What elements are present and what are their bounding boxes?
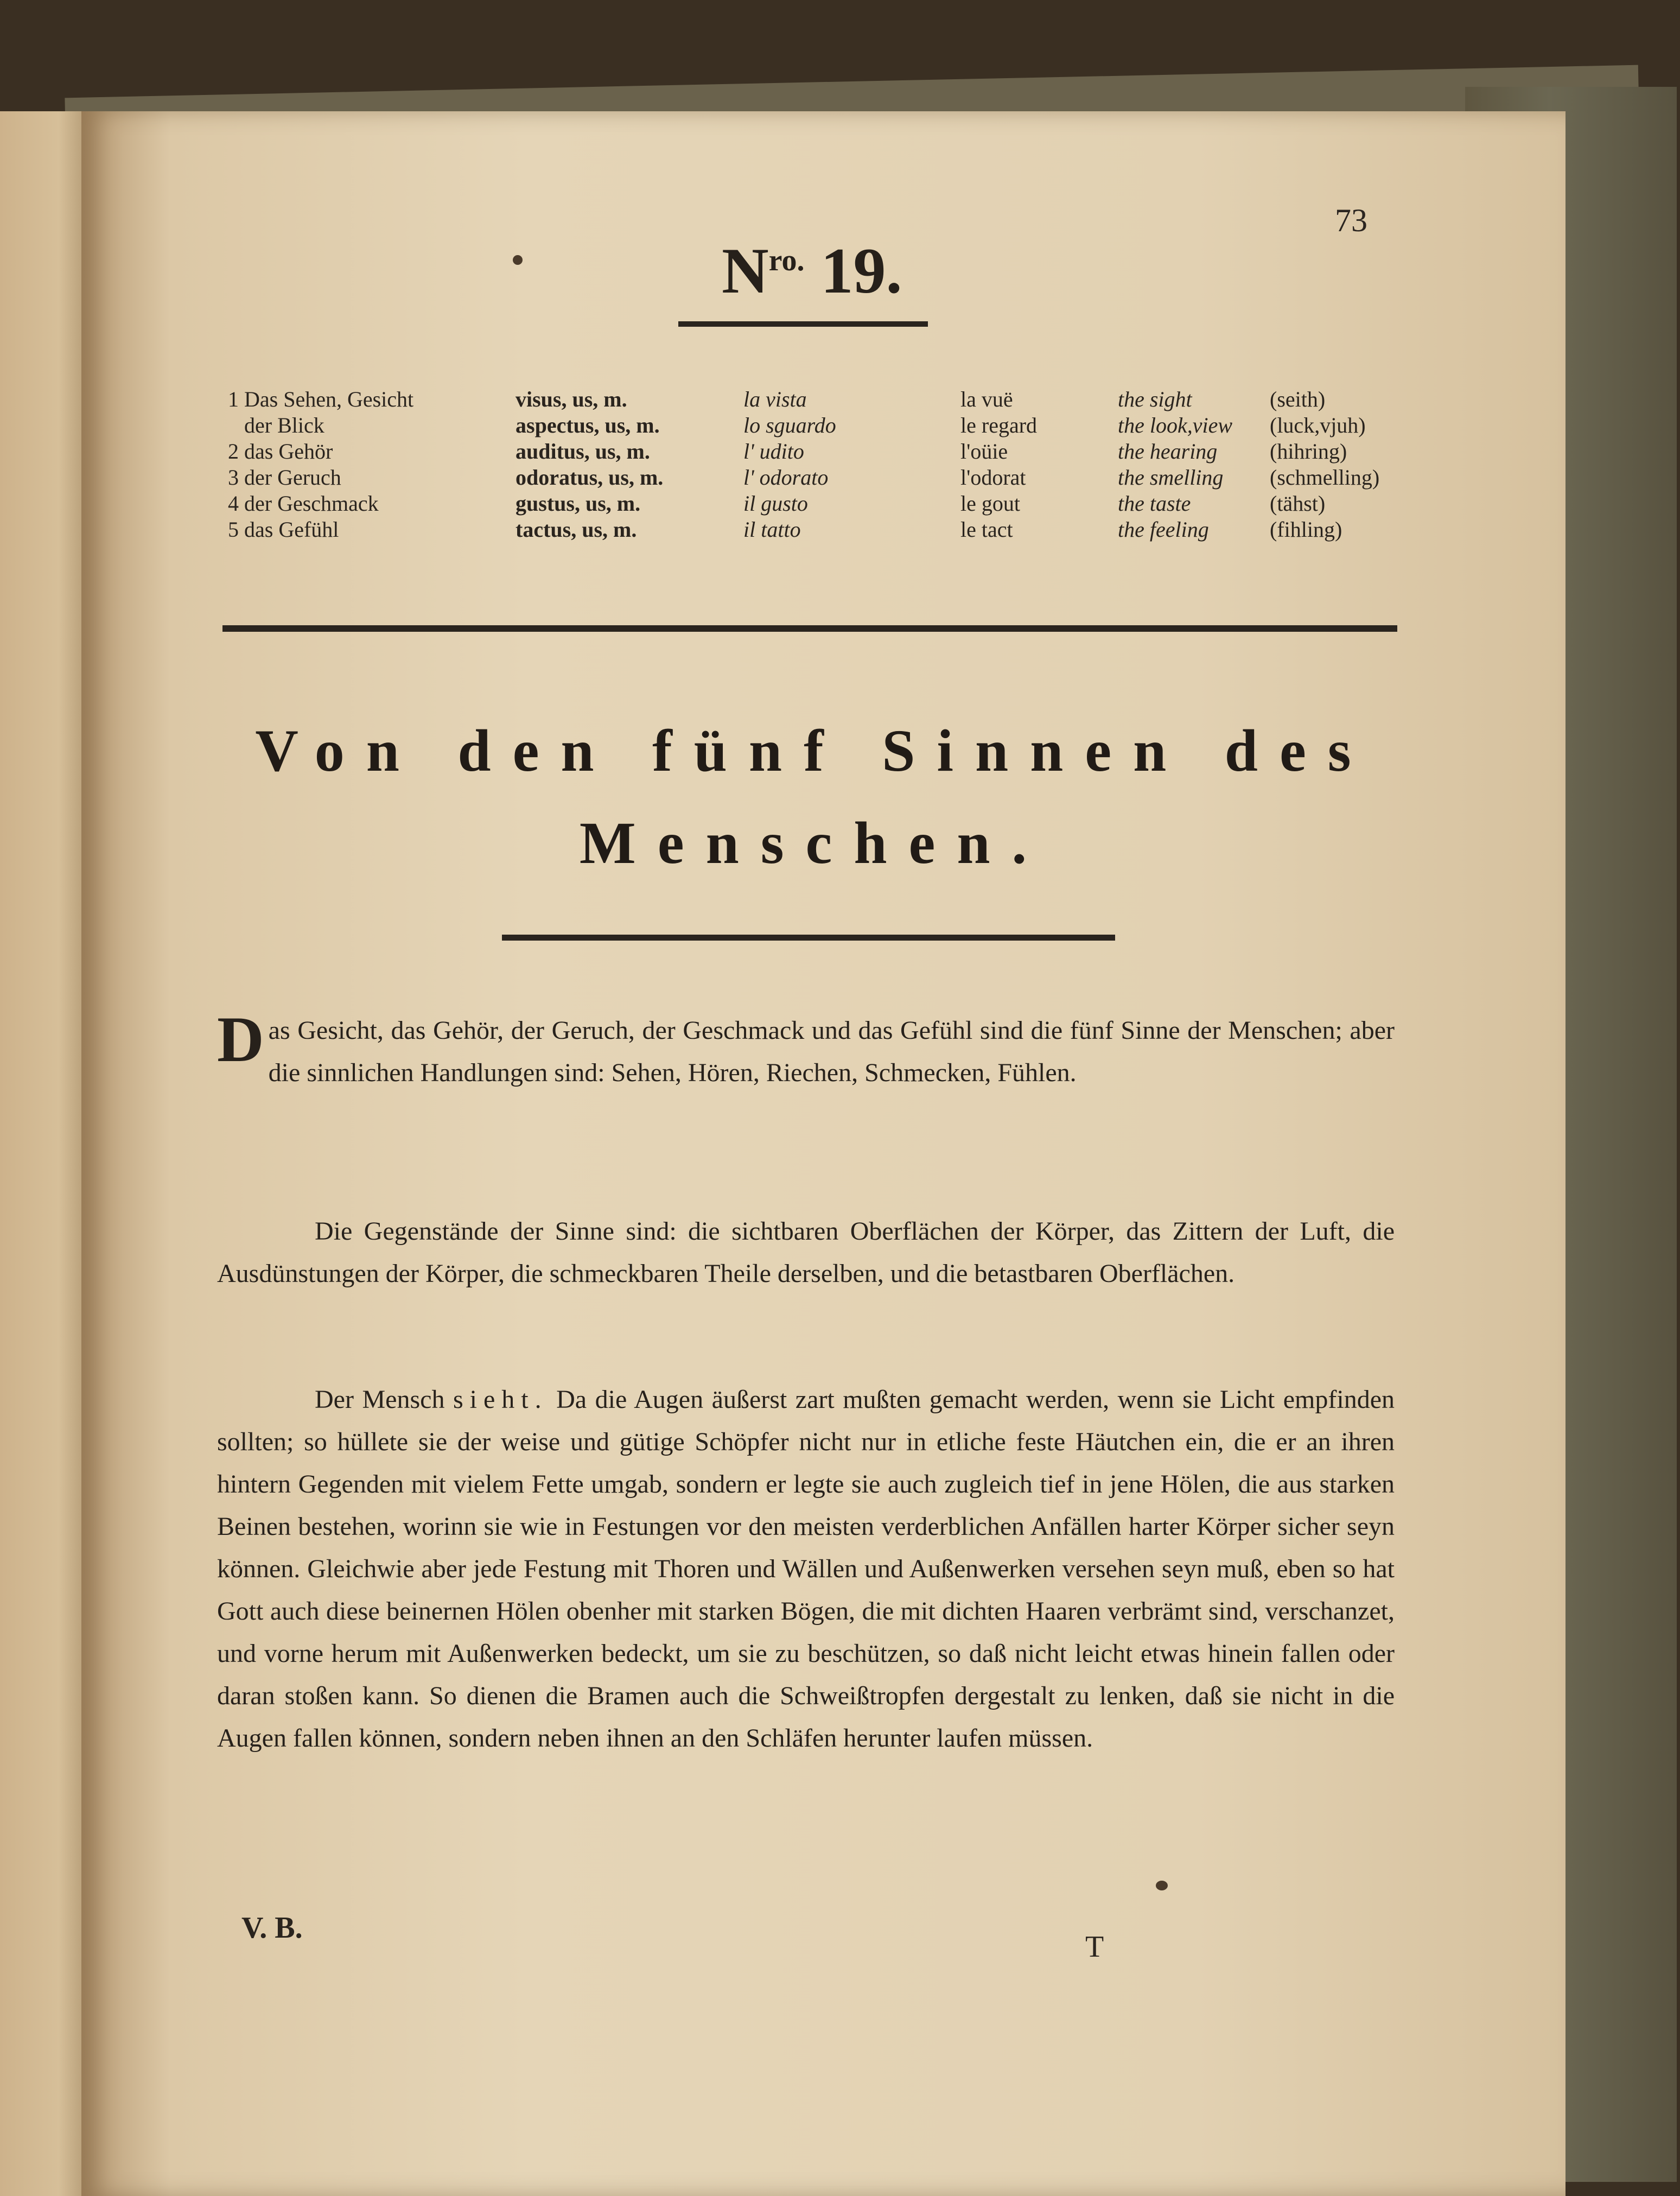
section-num: 19.	[804, 234, 902, 307]
vocab-row	[228, 517, 1422, 543]
paragraph-2	[217, 1210, 1395, 1295]
vocab-pronunciation: (hihring)	[1270, 439, 1347, 464]
paragraph-2-text: Die Gegenstände der Sinne sind: die sichtbaren Oberflächen der Körper, das Zittern der Luft, die Ausdünstungen der Körper, die schmeckbaren Theile derselben, und die betastbaren Oberflächen.	[217, 1217, 1395, 1288]
ink-spot	[1156, 1881, 1168, 1890]
vocab-latin: gustus, us, m.	[516, 491, 641, 516]
vocab-french: le tact	[960, 517, 1013, 542]
vocab-german: der Geschmack	[244, 491, 379, 516]
drop-initial: D	[217, 1003, 264, 1075]
paragraph-3-text: Da die Augen äußerst zart mußten gemacht werden, wenn sie Licht empfinden sollten; so hüllete sie der weise und gütige Schöpfer nicht nur in etliche feste Häutchen ein, die er an ihren hintern Gegenden mit vielem Fette umgab, sondern er legte sie auch zugleich tief in jene Hölen, die aus starken Beinen bestehen, worinn sie wie in Festungen vor den meisten verderblichen Anfällen harter Körper sicher seyn können. Gleichwie aber jede Festung mit Thoren und Wällen und Außenwerken versehen seyn muß, eben so hat Gott auch diese beinernen Hölen obenher mit starken Bögen, die mit dichten Haaren verbrämt sind, verschanzet, und vorne herum mit Außenwerken bedeckt, um sie zu beschützen, so daß nicht leicht etwas hinein fallen oder daran stoßen kann. So dienen die Bramen auch die Schweißtropfen dergestalt zu lenken, daß sie nicht in die Augen fallen können, sondern neben ihnen an den Schläfen herunter laufen müssen.	[217, 1385, 1395, 1753]
vocab-latin: tactus, us, m.	[516, 517, 637, 542]
vocab-german: der Geruch	[244, 465, 341, 490]
vocab-italian: il tatto	[743, 517, 801, 542]
paragraph-3-emphasis: sieht.	[453, 1385, 548, 1414]
rule-under-number	[678, 321, 928, 327]
paragraph-1-text: as Gesicht, das Gehör, der Geruch, der Geschmack und das Gefühl sind die fünf Sinne der Menschen; aber die sinnlichen Handlungen sind: Sehen, Hören, Riechen, Schmecken, Fühlen.	[268, 1016, 1395, 1087]
vocab-num: 4	[228, 491, 239, 516]
vocab-english: the hearing	[1118, 439, 1218, 464]
vocab-num: 1	[228, 387, 239, 411]
vocabulary-table	[228, 386, 1422, 543]
vocab-french: la vuë	[960, 387, 1013, 411]
vocab-row	[228, 465, 1422, 491]
vocab-italian: lo sguardo	[743, 413, 836, 437]
paragraph-1	[217, 1003, 1395, 1094]
vocab-latin: odoratus, us, m.	[516, 465, 664, 490]
vocab-german: der Blick	[244, 413, 324, 437]
vocab-italian: il gusto	[743, 491, 808, 516]
ink-spot	[513, 255, 523, 265]
printer-signature: V. B.	[241, 1911, 303, 1945]
vocab-french: le gout	[960, 491, 1020, 516]
rule-under-title	[502, 935, 1115, 941]
vocab-row	[228, 439, 1422, 465]
paragraph-3-start: Der Mensch	[315, 1385, 453, 1414]
vocab-latin: aspectus, us, m.	[516, 413, 660, 437]
vocab-english: the feeling	[1118, 517, 1209, 542]
vocab-french: l'oüie	[960, 439, 1008, 464]
vocab-german: das Gefühl	[244, 517, 339, 542]
vocab-italian: la vista	[743, 387, 807, 411]
chapter-title-line-1: Von den fünf Sinnen des	[255, 718, 1373, 784]
vocab-english: the taste	[1118, 491, 1191, 516]
vocab-row	[228, 386, 1422, 412]
vocab-pronunciation: (schmelling)	[1270, 465, 1380, 490]
vocab-english: the sight	[1118, 387, 1192, 411]
rule-under-vocabulary	[222, 625, 1397, 632]
vocab-num: 2	[228, 439, 239, 464]
section-prefix: N	[722, 234, 769, 307]
paragraph-3	[217, 1379, 1395, 1760]
vocab-num: 3	[228, 465, 239, 490]
vocab-italian: l' odorato	[743, 465, 829, 490]
vocab-pronunciation: (luck,vjuh)	[1270, 413, 1366, 437]
vocab-english: the look,view	[1118, 413, 1233, 437]
vocab-pronunciation: (seith)	[1270, 387, 1326, 411]
vocab-german: das Gehör	[244, 439, 333, 464]
vocab-german: Das Sehen, Gesicht	[244, 387, 414, 411]
vocab-italian: l' udito	[743, 439, 804, 464]
vocab-french: le regard	[960, 413, 1038, 437]
vocab-row	[228, 491, 1422, 517]
vocab-row	[228, 412, 1422, 439]
chapter-title-line-2: Menschen.	[579, 810, 1049, 876]
section-number	[722, 233, 902, 308]
vocab-pronunciation: (tähst)	[1270, 491, 1326, 516]
vocab-num: 5	[228, 517, 239, 542]
page-number: 73	[1335, 202, 1367, 238]
vocab-latin: visus, us, m.	[516, 387, 627, 411]
vocab-french: l'odorat	[960, 465, 1026, 490]
vocab-english: the smelling	[1118, 465, 1224, 490]
catchword: T	[1085, 1930, 1104, 1964]
vocab-latin: auditus, us, m.	[516, 439, 650, 464]
vocab-pronunciation: (fihling)	[1270, 517, 1342, 542]
section-sup: ro.	[768, 244, 805, 277]
